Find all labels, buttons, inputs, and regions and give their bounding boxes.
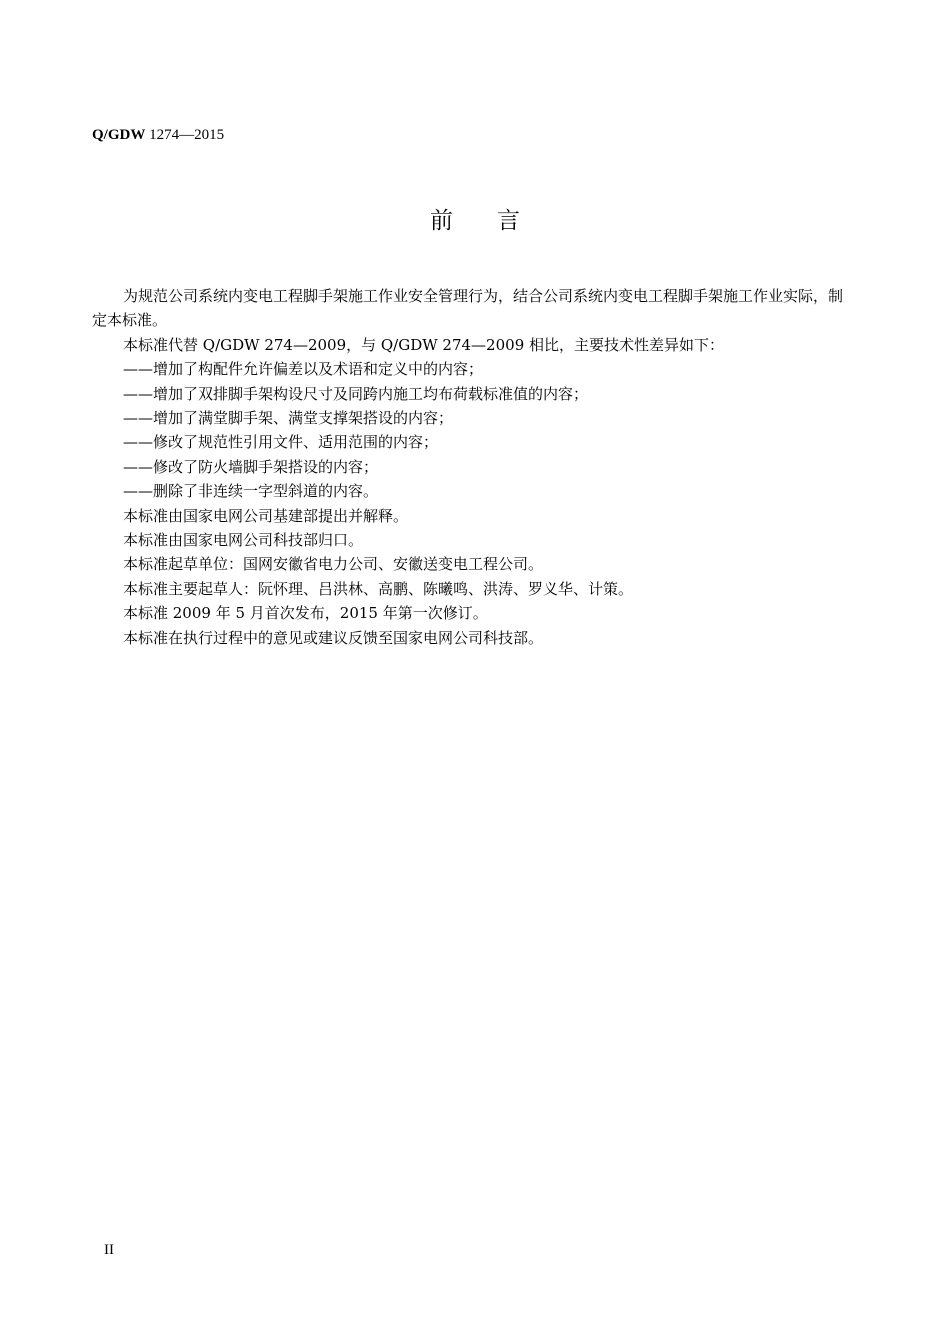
paragraph-history: 本标准 2009 年 5 月首次发布，2015 年第一次修订。 (123, 604, 488, 623)
page-title: 前言 (430, 208, 564, 234)
paragraph-proposer: 本标准由国家电网公司基建部提出并解释。 (123, 506, 409, 525)
paragraph-drafters: 本标准主要起草人：阮怀理、吕洪林、高鹏、陈曦鸣、洪涛、罗义华、计策。 (123, 579, 634, 598)
list-item-change: ——修改了规范性引用文件、适用范围的内容； (123, 433, 439, 452)
list-item-change: ——修改了防火墙脚手架搭设的内容； (123, 457, 379, 476)
paragraph-feedback: 本标准在执行过程中的意见或建议反馈至国家电网公司科技部。 (123, 628, 544, 647)
foreword-body (92, 284, 852, 650)
paragraph-purpose: 为规范公司系统内变电工程脚手架施工作业安全管理行为，结合公司系统内变电工程脚手架施工作业实际，制定本标准。 (92, 287, 844, 330)
list-item-change: ——删除了非连续一字型斜道的内容。 (123, 482, 379, 501)
standard-code (92, 126, 224, 144)
list-item-change: ——增加了双排脚手架构设尺寸及同跨内施工均布荷载标准值的内容； (123, 384, 589, 403)
paragraph-drafting-units: 本标准起草单位：国网安徽省电力公司、安徽送变电工程公司。 (123, 555, 544, 574)
list-item-change: ——增加了满堂脚手架、满堂支撑架搭设的内容； (123, 409, 454, 428)
standard-code-prefix: Q/GDW (92, 127, 146, 143)
page-number: II (104, 1242, 114, 1258)
standard-code-number: 1274—2015 (145, 127, 225, 143)
list-item-change: ——增加了构配件允许偏差以及术语和定义中的内容； (123, 360, 484, 379)
paragraph-replaces: 本标准代替 Q/GDW 274—2009，与 Q/GDW 274—2009 相比，主要技术性差异如下： (123, 335, 725, 354)
paragraph-administrator: 本标准由国家电网公司科技部归口。 (123, 531, 364, 550)
